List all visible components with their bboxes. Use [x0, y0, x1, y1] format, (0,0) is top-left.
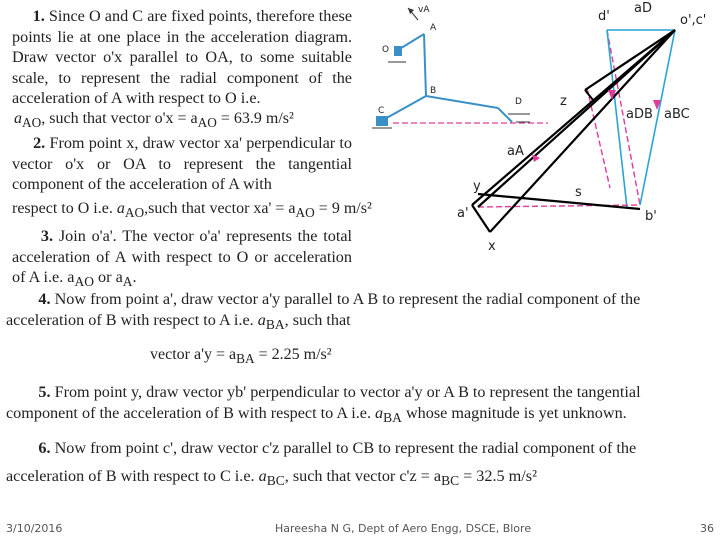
step-6-line1: Now from point c', draw vector c'z parallel to CB to represent the radial component of the: [54, 439, 637, 457]
eq3-sub: AO: [74, 274, 94, 290]
step-6-value: = 32.5 m/s²: [459, 467, 537, 485]
footer-date: 3/10/2016: [6, 522, 63, 535]
step-1-text: Since O and C are fixed points, therefore these points lie at one place in the acceleration diagram. Draw vector o'x parallel to OA, to some suitable scale, to represent the radial component of the acceleration of A with respect to O i.e.: [12, 7, 353, 108]
step-2-value: = 9 m/s²: [314, 200, 372, 217]
label-y: y: [473, 179, 481, 194]
step-6-line2: acceleration of B with respect to C i.e.: [6, 467, 255, 485]
step-5-number: 5.: [38, 383, 51, 401]
step-4-equation: [150, 346, 332, 367]
eq1-value: = 63.9 m/s²: [216, 110, 294, 127]
eq1-symbol: a: [14, 110, 22, 127]
eq1-text: , such that vector o'x = a: [41, 110, 198, 127]
step-5-line2: component of the acceleration of B with respect to A i.e.: [6, 403, 371, 422]
eq2-sub2: AO: [295, 205, 315, 221]
label-x: x: [488, 239, 496, 254]
step-1-number: 1.: [32, 7, 45, 25]
step-1-equation: [14, 110, 294, 131]
step-2-text: From point x, draw vector xa' perpendicular to vector o'x or OA to represent the tangential component of the acceleration of A with: [12, 134, 353, 194]
eq1-sub: AO: [22, 115, 42, 131]
label-B: B: [430, 86, 437, 96]
step-5-line2b: whose magnitude is yet unknown.: [401, 403, 627, 422]
eq4-sub2: BA: [236, 351, 255, 367]
footer-page: 36: [700, 522, 714, 535]
eq6-sub2: BC: [441, 473, 460, 489]
footer-author: Hareesha N G, Dept of Aero Engg, DSCE, Blore: [275, 522, 532, 535]
step-6: 6. Now from point c', draw vector c'z parallel to CB to represent the radial component of the acceleration of B with respect to C i.e. $a_{BC}$, such that vector $c'z = a_{BC} = 32.5$ m/s²: [6, 439, 637, 489]
label-a: a': [457, 206, 469, 221]
step-4-line2: acceleration of B with respect to A i.e.: [6, 310, 254, 329]
label-vA: vA: [418, 5, 430, 15]
step-3-number: 3.: [40, 227, 54, 245]
label-D: D: [515, 97, 522, 107]
step-6-number: 6.: [38, 439, 51, 457]
label-oc: o',c': [680, 13, 707, 28]
step-3: 3. Join o'a'. The vector o'a' represents the total acceleration of A with respect to O or acceleration of A i.e. $a_{AO}$ or $a_A$.: [12, 227, 352, 290]
step-3-text: Join o'a'. The vector o'a' represents the total acceleration of A with respect to O or acceleration of A i.e. a: [12, 227, 352, 287]
label-aD: aD: [634, 1, 652, 16]
label-C: C: [378, 106, 385, 116]
step-4-line2b: , such that: [284, 310, 351, 329]
step-4: 4. Now from point a', draw vector a'y parallel to A B to represent the radial component of the acceleration of B with respect to A i.e. $a_{BA}$, such that: [6, 290, 641, 332]
step-2-number: 2.: [33, 134, 46, 152]
label-b: b': [645, 209, 657, 224]
label-s: s: [575, 185, 582, 200]
step-1: [12, 6, 352, 109]
step-5: 5. From point y, draw vector yb' perpendicular to vector a'y or A B to represent the tangential component of the acceleration of B with respect to A i.e. $a_{BA}$ whose magnitude is yet unknown.: [6, 383, 641, 425]
step-4-eq-value: = 2.25 m/s²: [254, 346, 332, 363]
step-4-line1: Now from point a', draw vector a'y parallel to A B to represent the radial component of the: [54, 290, 641, 308]
step-4-eq: vector a'y = a: [150, 346, 237, 363]
step-2-equation: respect to O i.e. $a_{AO},such$ that vector $xa' = a_{AO} = 9$ m/s²: [12, 200, 372, 221]
label-A: A: [430, 23, 437, 33]
step-6-line2b: , such that vector c'z = a: [284, 467, 442, 485]
step-5-line1: From point y, draw vector yb' perpendicular to vector a'y or A B to represent the tangential: [54, 383, 641, 401]
step-2-cont: respect to O i.e.: [12, 200, 113, 217]
step-3-tail: or a: [94, 268, 123, 287]
eq2-sub: AO: [124, 205, 145, 221]
eq6-sub: BC: [266, 473, 285, 489]
label-z: z: [560, 94, 567, 109]
mechanism-sketch: [372, 8, 548, 128]
label-d: d': [598, 9, 610, 24]
label-aDB: aDB: [626, 107, 653, 122]
acceleration-polygon: [472, 30, 675, 232]
label-aA: aA: [507, 144, 524, 159]
label-aBC: aBC: [664, 107, 690, 122]
eq3-sub2: A: [122, 274, 133, 290]
eq4-sub: BA: [265, 316, 285, 332]
eq1-sub2: AO: [197, 115, 217, 131]
eq5-sub: BA: [383, 409, 402, 425]
label-O: O: [382, 45, 390, 55]
step-2-cont2: ,such that vector xa' = a: [144, 200, 296, 217]
step-4-number: 4.: [38, 290, 51, 308]
step-2: [12, 133, 352, 195]
